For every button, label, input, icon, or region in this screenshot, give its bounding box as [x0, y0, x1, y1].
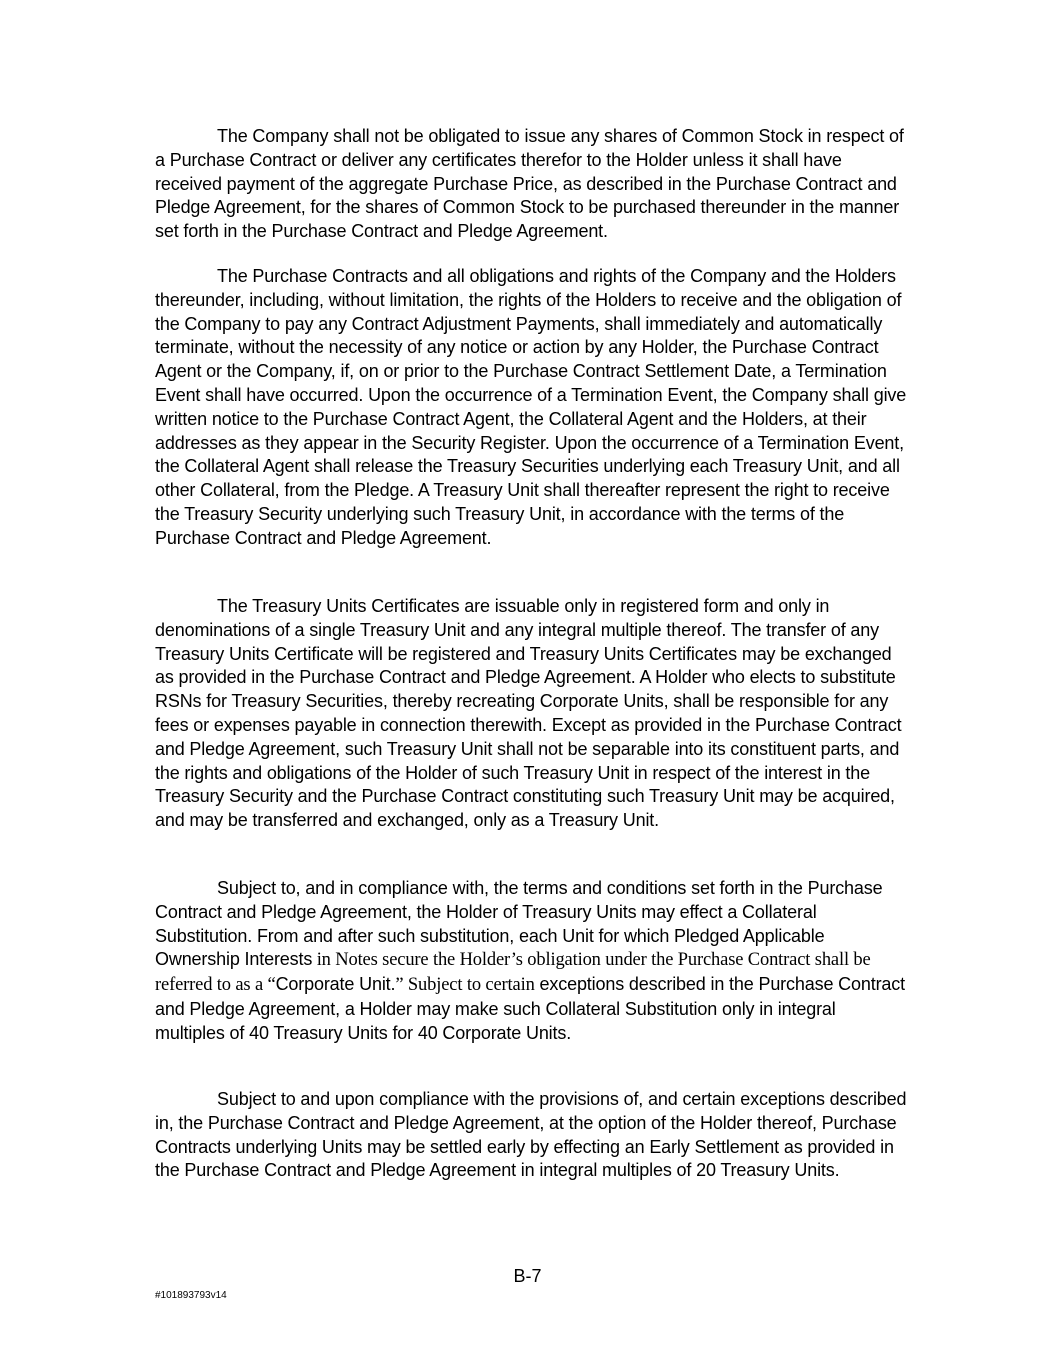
paragraph-early-settlement: Subject to and upon compliance with the provisions of, and certain exceptions described in, the Purchase Contract and Pledge Agreement, at the option of the Holder thereof, Purchase Contracts underlying Units may be settled early by effecting an Early Settlement as provided in the Purchase Contract and Pledge Agreement in integral multiples of 20 Treasury Units. [155, 1089, 907, 1181]
paragraph-part-d: ” Subject to certain [395, 975, 535, 996]
paragraph-treasury-units-certificates: The Treasury Units Certificates are issuable only in registered form and only in denominations of a single Treasury Unit and any integral multiple thereof. The transfer of any Treasury Units Certificate will be registered and Treasury Units Certificates may be exchanged as provided in the Purchase Contract and Pledge Agreement. A Holder who elects to substitute RSNs for Treasury Securities, thereby recreating Corporate Units, shall be responsible for any fees or expenses payable in connection therewith. Except as provided in the Purchase Contract and Pledge Agreement, such Treasury Unit shall not be separable into its constituent parts, and the rights and obligations of the Holder of such Treasury Unit in respect of the interest in the Treasury Security and the Purchase Contract constituting such Treasury Unit may be acquired, and may be transferred and exchanged, only as a Treasury Unit. [155, 596, 902, 831]
paragraph-part-a: Subject to, and in compliance with, the terms and conditions set forth in the Purchase Contract and Pledge Agreement, the Holder of Treasury Units may effect a Collateral Substitution. From and after such substitution, each Unit for which Pledged Applicable Ownership Interests [155, 878, 883, 970]
paragraph-termination-event: The Purchase Contracts and all obligations and rights of the Company and the Holders thereunder, including, without limitation, the rights of the Holders to receive and the obligation of the Company to pay any Contract Adjustment Payments, shall immediately and automatically terminate, without the necessity of any notice or action by any Holder, the Purchase Contract Agent or the Company, if, on or prior to the Purchase Contract Settlement Date, a Termination Event shall have occurred. Upon the occurrence of a Termination Event, the Company shall give written notice to the Purchase Contract Agent, the Collateral Agent and the Holders, at their addresses as they appear in the Security Register. Upon the occurrence of a Termination Event, the Collateral Agent shall release the Treasury Securities underlying each Treasury Unit, and all other Collateral, from the Pledge. A Treasury Unit shall thereafter represent the right to receive the Treasury Security underlying such Treasury Unit, in accordance with the terms of the Purchase Contract and Pledge Agreement. [155, 266, 907, 548]
paragraph-part-c: Corporate Unit. [275, 974, 396, 995]
paragraph-part-b: in Notes secure the Holder’s obligation under the Purchase Contract shall be referred to as a “ [155, 950, 871, 996]
page-number: B-7 [513, 1266, 542, 1286]
paragraph-collateral-substitution [155, 877, 907, 1046]
paragraph-issuance-obligation: The Company shall not be obligated to issue any shares of Common Stock in respect of a Purchase Contract or deliver any certificates therefor to the Holder unless it shall have received payment of the aggregate Purchase Price, as described in the Purchase Contract and Pledge Agreement, for the shares of Common Stock to be purchased thereunder in the manner set forth in the Purchase Contract and Pledge Agreement. [155, 126, 904, 242]
document-id: #101893793v14 [155, 1290, 227, 1301]
paragraph-part-e: exceptions described in the Purchase Contract and Pledge Agreement, a Holder may make such Collateral Substitution only in integral multiples of 40 Treasury Units for 40 Corporate Units. [155, 974, 905, 1043]
